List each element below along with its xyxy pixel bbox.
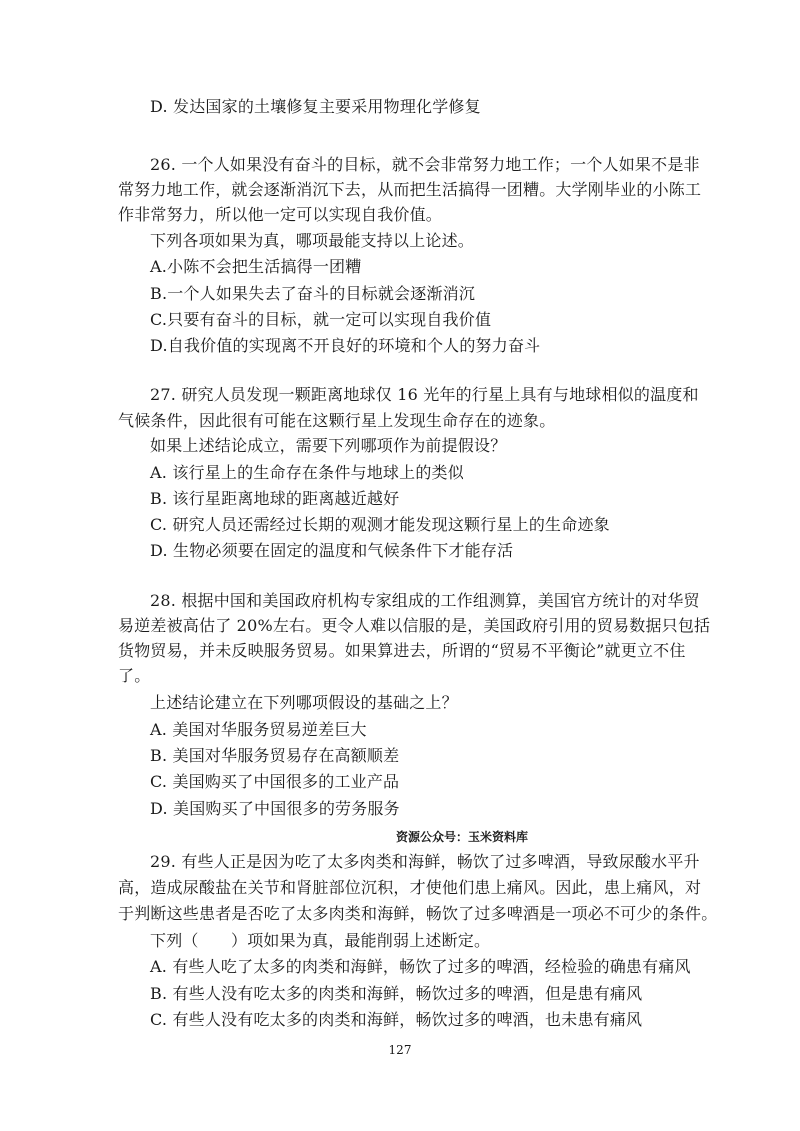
option-c: C. 研究人员还需经过长期的观测才能发现这颗行星上的生命迹象 <box>150 515 610 534</box>
question-stem-line: 易逆差被高估了 20%左右。更令人难以信服的是，美国政府引用的贸易数据只包括 <box>118 616 711 635</box>
question-stem-line: 高，造成尿酸盐在关节和肾脏部位沉积，才使他们患上痛风。因此，患上痛风，对 <box>118 878 702 897</box>
option-b: B. 该行星距离地球的距离越近越好 <box>150 489 400 508</box>
option-b: B. 美国对华服务贸易存在高额顺差 <box>150 746 400 765</box>
option-c: C. 有些人没有吃太多的肉类和海鲜，畅饮过多的啤酒，也未患有痛风 <box>150 1010 643 1029</box>
option-a: A.小陈不会把生活搞得一团糟 <box>150 257 362 276</box>
question-stem-line: 气候条件，因此很有可能在这颗行星上发现生命存在的迹象。 <box>118 411 556 430</box>
page-number: 127 <box>388 1043 412 1057</box>
question-prompt: 下列各项如果为真，哪项最能支持以上论述。 <box>150 231 475 250</box>
option-d: D.自我价值的实现离不开良好的环境和个人的努力奋斗 <box>150 336 541 355</box>
question-prompt: 如果上述结论成立，需要下列哪项作为前提假设？ <box>150 436 507 455</box>
option-c: C.只要有奋斗的目标，就一定可以实现自我价值 <box>150 310 492 329</box>
option-a: A. 该行星上的生命存在条件与地球上的类似 <box>150 463 464 482</box>
option-d-previous-question: D. 发达国家的土壤修复主要采用物理化学修复 <box>150 97 481 116</box>
option-b: B.一个人如果失去了奋斗的目标就会逐渐消沉 <box>150 284 476 303</box>
question-stem-line: 26. 一个人如果没有奋斗的目标，就不会非常努力地工作；一个人如果不是非 <box>150 155 700 174</box>
option-d: D. 生物必须要在固定的温度和气候条件下才能存活 <box>150 541 514 560</box>
question-stem-line: 28. 根据中国和美国政府机构专家组成的工作组测算，美国官方统计的对华贸 <box>150 591 700 610</box>
question-stem-line: 货物贸易，并未反映服务贸易。如果算进去，所谓的“贸易不平衡论”就更立不住 <box>118 641 686 660</box>
question-stem-line: 常努力地工作，就会逐渐消沉下去，从而把生活搞得一团糟。大学刚毕业的小陈工 <box>118 180 702 199</box>
question-stem-line: 于判断这些患者是否吃了太多肉类和海鲜，畅饮了过多啤酒是一项必不可少的条件。 <box>118 904 718 923</box>
option-b: B. 有些人没有吃太多的肉类和海鲜，畅饮过多的啤酒，但是患有痛风 <box>150 984 643 1003</box>
question-stem-line: 作非常努力，所以他一定可以实现自我价值。 <box>118 205 443 224</box>
question-prompt: 上述结论建立在下列哪项假设的基础之上？ <box>150 693 458 712</box>
question-prompt: 下列（ ）项如果为真，最能削弱上述断定。 <box>150 931 491 950</box>
question-stem-line: 了。 <box>118 666 151 685</box>
option-a: A. 有些人吃了太多的肉类和海鲜，畅饮了过多的啤酒，经检验的确患有痛风 <box>150 957 691 976</box>
question-stem-line: 29. 有些人正是因为吃了太多肉类和海鲜，畅饮了过多啤酒，导致尿酸水平升 <box>150 852 700 871</box>
question-stem-line: 27. 研究人员发现一颗距离地球仅 16 光年的行星上具有与地球相似的温度和 <box>150 385 699 404</box>
option-c: C. 美国购买了中国很多的工业产品 <box>150 772 400 791</box>
source-note: 资源公众号：玉米资料库 <box>396 830 529 844</box>
option-d: D. 美国购买了中国很多的劳务服务 <box>150 799 400 818</box>
option-a: A. 美国对华服务贸易逆差巨大 <box>150 720 367 739</box>
